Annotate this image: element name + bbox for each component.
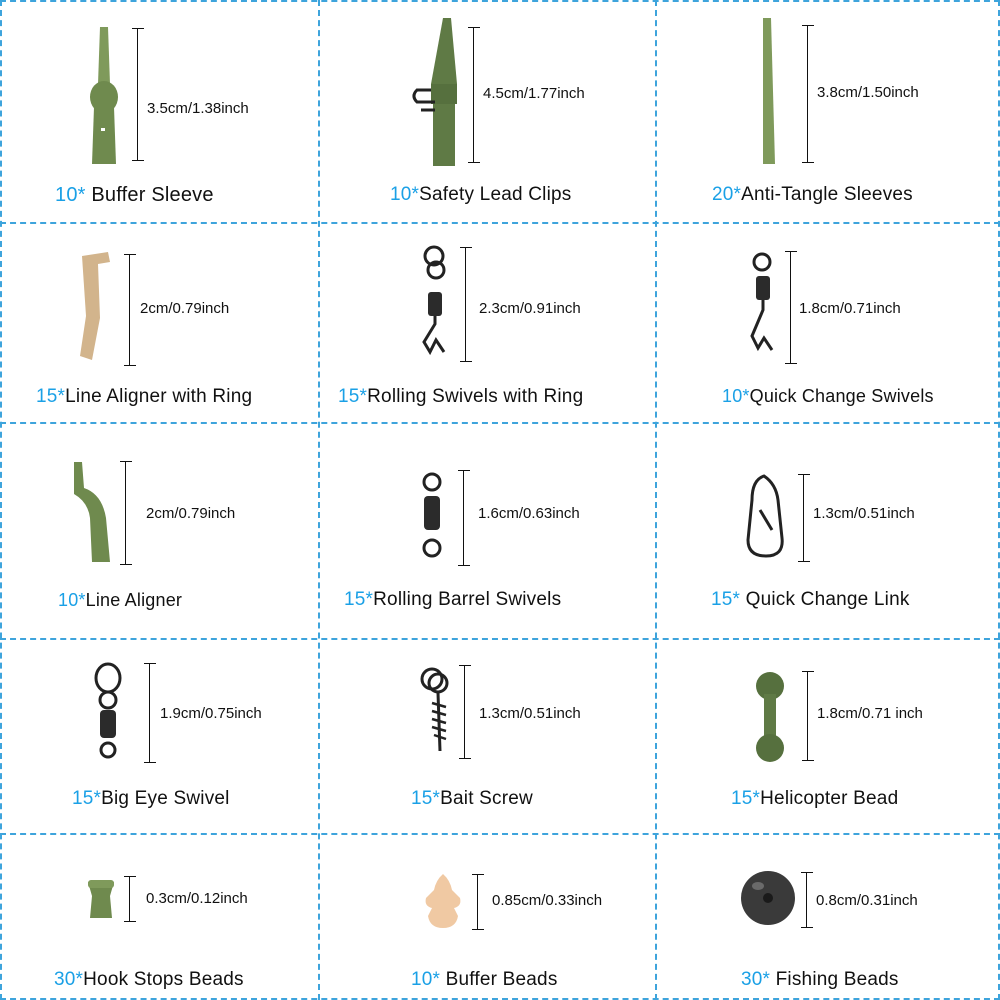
dimension-bar — [803, 474, 807, 562]
quick-change-swivel-icon — [740, 248, 790, 358]
dimension-bar — [464, 665, 468, 759]
item-name: Hook Stops Beads — [83, 969, 244, 990]
row-divider — [0, 833, 1000, 835]
item-name: Rolling Barrel Swivels — [373, 589, 562, 610]
item-size: 1.3cm/0.51inch — [479, 705, 581, 722]
item-label — [731, 788, 898, 810]
item-quantity: 15* — [338, 386, 368, 407]
big-eye-swivel-icon — [84, 660, 134, 770]
item-quantity: 10* — [55, 184, 86, 206]
item-size: 0.8cm/0.31inch — [816, 892, 918, 909]
item-size: 4.5cm/1.77inch — [483, 85, 585, 102]
item-quantity: 10* — [411, 969, 441, 990]
item-label — [712, 184, 913, 206]
item-quantity: 10* — [390, 184, 420, 205]
dimension-bar — [477, 874, 481, 930]
item-name: Line Aligner with Ring — [65, 386, 253, 407]
dimension-bar — [463, 470, 467, 566]
dimension-bar — [807, 25, 811, 163]
item-size: 2cm/0.79inch — [140, 300, 230, 317]
hook-stop-bead-icon — [80, 874, 122, 924]
dimension-bar — [149, 663, 153, 763]
item-quantity: 15* — [72, 788, 102, 809]
rolling-barrel-swivel-icon — [412, 470, 452, 570]
item-size: 3.8cm/1.50inch — [817, 84, 919, 101]
dimension-bar — [807, 671, 811, 761]
buffer-bead-icon — [418, 870, 468, 932]
safety-lead-clip-icon — [405, 14, 475, 174]
dimension-bar — [125, 461, 129, 565]
item-size: 3.5cm/1.38inch — [147, 100, 249, 117]
item-label — [54, 969, 244, 991]
item-quantity: 30* — [54, 969, 84, 990]
item-size: 0.85cm/0.33inch — [492, 892, 603, 909]
item-name: Bait Screw — [440, 788, 533, 809]
item-name: Buffer Sleeve — [85, 184, 214, 206]
item-name: Anti-Tangle Sleeves — [741, 184, 913, 205]
column-divider — [318, 0, 320, 1000]
item-label — [344, 589, 561, 611]
item-label — [741, 969, 899, 991]
row-divider — [0, 638, 1000, 640]
item-size: 2cm/0.79inch — [146, 505, 236, 522]
dimension-bar — [137, 28, 141, 161]
row-divider — [0, 422, 1000, 424]
item-size: 2.3cm/0.91inch — [479, 300, 581, 317]
item-name: Line Aligner — [85, 590, 183, 610]
dimension-bar — [129, 254, 133, 366]
item-name: Helicopter Bead — [760, 788, 899, 809]
item-quantity: 10* — [722, 386, 750, 406]
item-quantity: 15* — [731, 788, 761, 809]
item-quantity: 15* — [344, 589, 374, 610]
item-quantity: 10* — [58, 590, 86, 610]
item-name: Fishing Beads — [770, 969, 899, 990]
item-name: Buffer Beads — [440, 969, 558, 990]
line-aligner-icon — [62, 458, 122, 568]
fishing-bead-icon — [738, 868, 798, 928]
item-label — [411, 788, 533, 810]
quick-change-link-icon — [742, 470, 792, 562]
column-divider — [655, 0, 657, 1000]
item-size: 0.3cm/0.12inch — [146, 890, 248, 907]
buffer-sleeve-icon — [70, 22, 140, 172]
item-label — [55, 184, 214, 207]
item-label — [722, 386, 934, 407]
anti-tangle-sleeve-icon — [745, 14, 795, 169]
dimension-bar — [790, 251, 794, 364]
item-label — [411, 969, 558, 991]
item-name: Quick Change Swivels — [749, 386, 934, 406]
item-quantity: 30* — [741, 969, 771, 990]
item-label — [338, 386, 583, 408]
item-size: 1.9cm/0.75inch — [160, 705, 262, 722]
item-name: Big Eye Swivel — [101, 788, 230, 809]
dimension-bar — [806, 872, 810, 928]
item-quantity: 15* — [411, 788, 441, 809]
item-label — [390, 184, 571, 206]
bait-screw-icon — [416, 663, 460, 755]
item-size: 1.6cm/0.63inch — [478, 505, 580, 522]
item-label — [58, 590, 182, 611]
item-label — [72, 788, 230, 810]
line-aligner-ring-icon — [70, 248, 120, 368]
item-name: Safety Lead Clips — [419, 184, 572, 205]
item-label — [711, 589, 910, 611]
item-name: Rolling Swivels with Ring — [367, 386, 584, 407]
row-divider — [0, 222, 1000, 224]
item-name: Quick Change Link — [740, 589, 910, 610]
dimension-bar — [465, 247, 469, 362]
item-quantity: 20* — [712, 184, 742, 205]
item-size: 1.8cm/0.71inch — [799, 300, 901, 317]
dimension-bar — [473, 27, 477, 163]
item-quantity: 15* — [36, 386, 66, 407]
item-label — [36, 386, 252, 408]
helicopter-bead-icon — [748, 668, 792, 764]
item-quantity: 15* — [711, 589, 741, 610]
dimension-bar — [129, 876, 133, 922]
item-size: 1.8cm/0.71 inch — [817, 705, 923, 722]
rolling-swivel-ring-icon — [410, 244, 460, 364]
item-size: 1.3cm/0.51inch — [813, 505, 915, 522]
